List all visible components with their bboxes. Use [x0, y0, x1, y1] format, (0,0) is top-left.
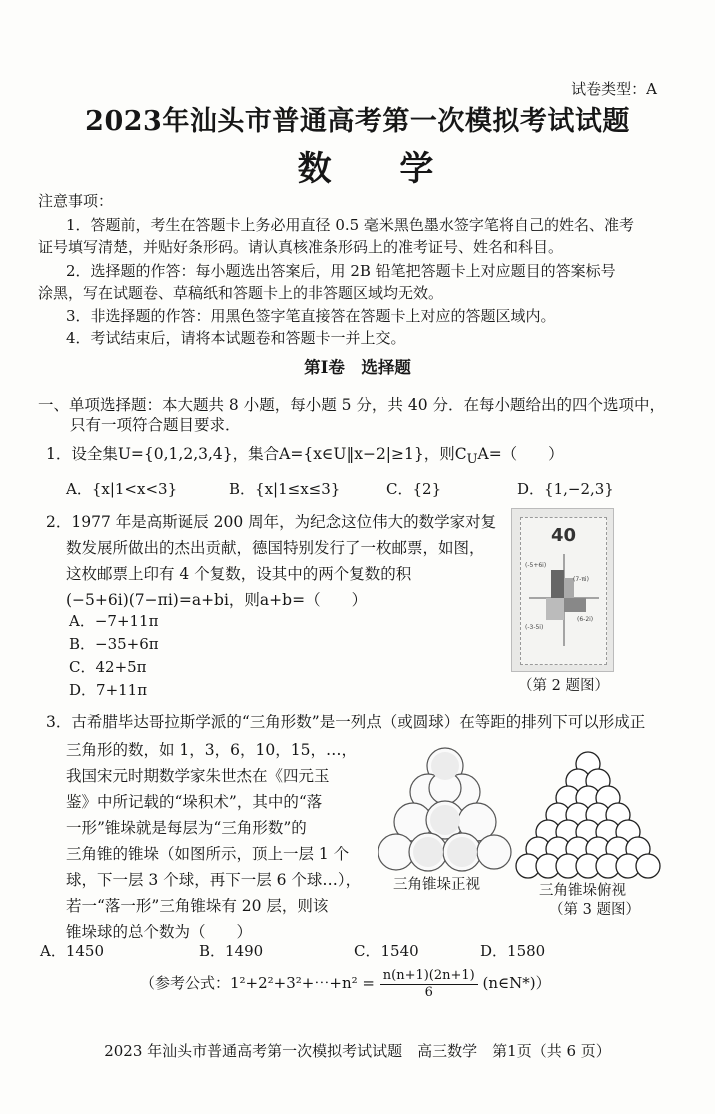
note-line: 4．考试结束后，请将本试题卷和答题卡一并上交。 — [66, 329, 406, 347]
page-footer: 2023 年汕头市普通高考第一次模拟考试试题 高三数学 第1页（共 6 页） — [104, 1042, 611, 1060]
q3-line: 球，下一层 3 个球，再下一层 6 个球…）， — [66, 871, 362, 889]
q1-subscript: U — [466, 452, 478, 468]
stamp-complex-plane — [521, 518, 606, 664]
front-view-caption: 三角锥垛正视 — [393, 877, 480, 893]
q1-stem-text: 1．设全集U={0,1,2,3,4}，集合A={x∈U‖x−2|≥1}，则C — [46, 445, 467, 463]
q3-option-b: B．1490 — [199, 942, 264, 960]
q1-option-a: A．{x|1<x<3} — [66, 480, 178, 498]
paper-type: 试卷类型：A — [571, 80, 657, 98]
q1-option-c: C．{2} — [386, 480, 442, 498]
q1-option-b: B．{x|1≤x≤3} — [229, 480, 341, 498]
part-line: 一、单项选择题：本大题共 8 小题，每小题 5 分，共 40 分．在每小题给出的四个选项中， — [38, 396, 666, 414]
q3-line: 鉴》中所记载的“垛积术”，其中的“落 — [66, 793, 323, 811]
note-line: 涂黑，写在试题卷、草稿纸和答题卡上的非答题区域均无效。 — [38, 284, 444, 302]
q2-option-a: A．−7+11π — [69, 612, 159, 630]
note-line: 证号填写清楚，并贴好条形码。请认真核准条形码上的准考证号、姓名和科目。 — [38, 238, 564, 256]
formula-numerator: n(n+1)(2n+1) — [380, 968, 478, 985]
formula-prefix: （参考公式：1²+2²+3²+⋯+n² = — [140, 974, 375, 993]
note-line: 2．选择题的作答：每小题选出答案后，用 2B 铅笔把答题卡上对应题目的答案标号 — [66, 262, 616, 280]
formula-suffix: (n∈N*)） — [482, 974, 551, 993]
note-line: 1．答题前，考生在答题卡上务必用直径 0.5 毫米黑色墨水签字笔将自己的姓名、准考 — [66, 216, 634, 234]
q3-option-a: A．1450 — [40, 942, 105, 960]
subject-title: 数 学 — [297, 149, 462, 189]
exam-title: 2023年汕头市普通高考第一次模拟考试试题 — [85, 106, 630, 137]
q3-line: 一形”锥垛就是每层为“三角形数”的 — [66, 819, 307, 837]
q3-line: 锥垛球的总个数为（ ） — [66, 923, 253, 941]
q3-line: 若一“落一形”三角锥垛有 20 层，则该 — [66, 897, 329, 915]
q2-line: 2．1977 年是高斯诞辰 200 周年，为纪念这位伟大的数学家对复 — [46, 513, 497, 531]
stamp-label: (7-πi) — [573, 576, 589, 583]
q3-line: 三角锥的锥垛（如图所示，顶上一层 1 个 — [66, 845, 350, 863]
q2-option-c: C．42+5π — [69, 658, 147, 676]
pile-top-view-figure — [510, 748, 666, 880]
question-1-stem — [46, 444, 564, 469]
stamp-label: (-3-5i) — [525, 624, 544, 631]
part-line: 只有一项符合题目要求． — [70, 416, 241, 435]
q2-figure-caption: （第 2 题图） — [518, 678, 609, 694]
part-instructions — [38, 395, 688, 435]
q1-stem-tail: A=（ ） — [477, 445, 564, 463]
q2-line: (−5+6i)(7−πi)=a+bi，则a+b=（ ） — [66, 591, 368, 609]
section-heading: 第Ⅰ卷 选择题 — [304, 358, 411, 377]
q3-option-c: C．1540 — [354, 942, 419, 960]
formula-fraction — [380, 968, 478, 1000]
q3-line: 三角形的数，如 1，3，6，10，15，…， — [66, 741, 357, 759]
q3-line: 3．古希腊毕达哥拉斯学派的“三角形数”是一列点（或圆球）在等距的排列下可以形成正 — [46, 713, 646, 731]
q3-figure-caption: （第 3 题图） — [549, 902, 640, 918]
q2-line: 数发展所做出的杰出贡献，德国特别发行了一枚邮票，如图， — [66, 539, 485, 557]
q3-option-d: D．1580 — [480, 942, 546, 960]
q2-line: 这枚邮票上印有 4 个复数，设其中的两个复数的积 — [66, 565, 412, 583]
top-view-caption: 三角锥垛俯视 — [539, 883, 626, 899]
stamp-label: (-5+6i) — [525, 562, 547, 569]
notes-heading: 注意事项： — [38, 192, 114, 210]
note-line: 3．非选择题的作答：用黑色签字笔直接答在答题卡上对应的答题区域内。 — [66, 307, 556, 325]
formula-denominator: 6 — [424, 984, 433, 1000]
stamp-number: 40 — [550, 525, 577, 546]
q1-option-d: D．{1,−2,3} — [517, 480, 614, 498]
q2-option-d: D．7+11π — [69, 681, 148, 699]
q2-option-b: B．−35+6π — [69, 635, 159, 653]
gauss-stamp-figure — [511, 508, 614, 672]
q3-line: 我国宋元时期数学家朱世杰在《四元玉 — [66, 767, 330, 785]
pile-front-view-figure — [378, 744, 512, 876]
stamp-label: (6-2i) — [577, 616, 594, 623]
reference-formula — [140, 968, 551, 1000]
